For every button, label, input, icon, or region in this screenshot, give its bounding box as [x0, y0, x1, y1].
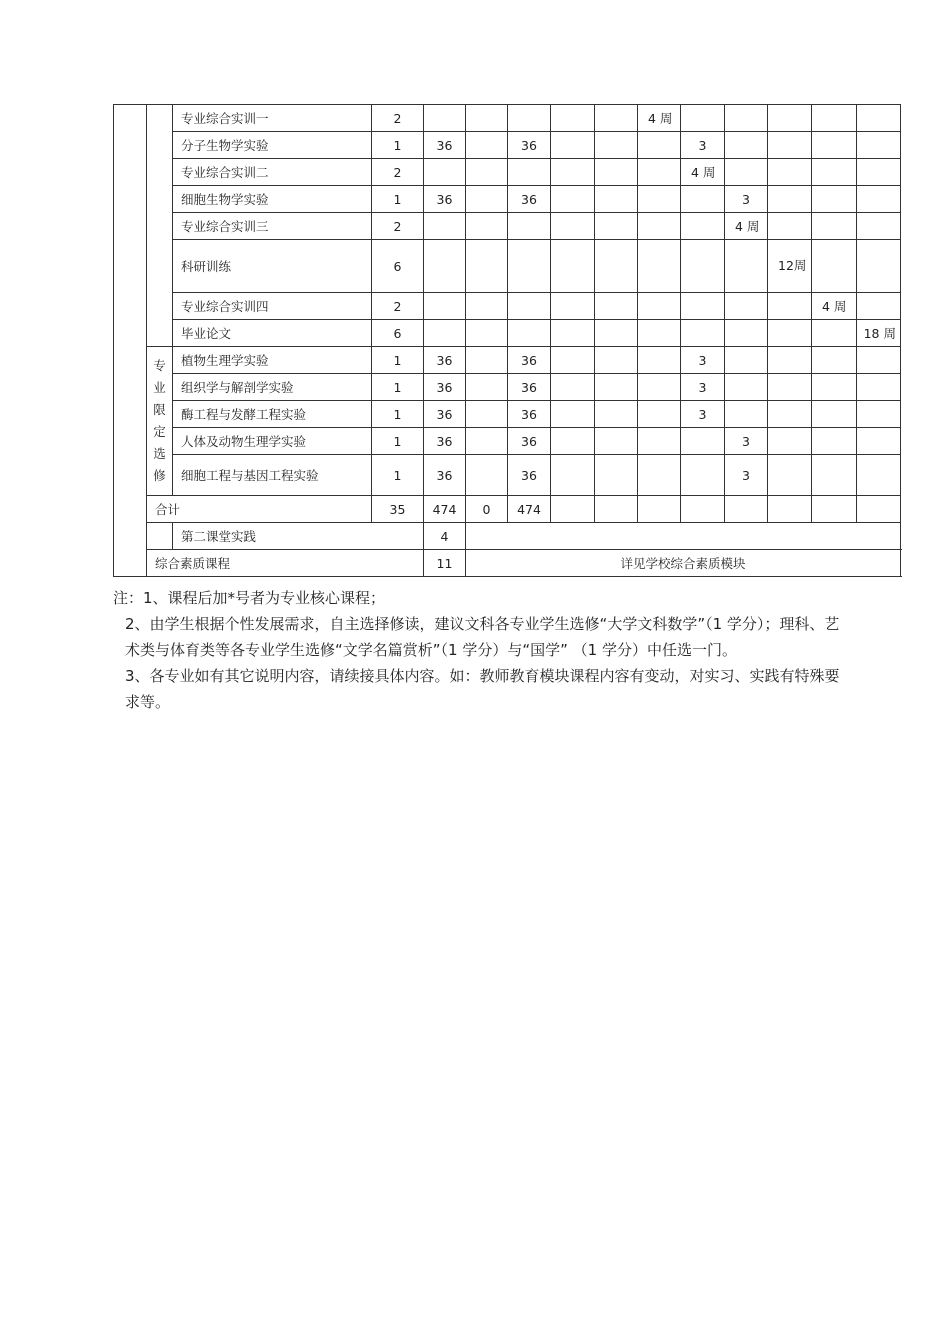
semester-5-cell: 3 — [681, 401, 725, 428]
note-1: 注：1、课程后加*号者为专业核心课程； — [113, 589, 386, 607]
curriculum-table — [113, 104, 901, 577]
total-hours-cell: 36 — [424, 401, 466, 428]
summary-credit: 35 — [372, 496, 424, 523]
semester-6-cell: 3 — [725, 186, 768, 213]
credit-cell: 2 — [372, 159, 424, 186]
course-name: 专业综合实训三 — [173, 213, 372, 240]
total-hours-cell: 36 — [424, 347, 466, 374]
course-name: 专业综合实训一 — [173, 105, 372, 132]
table-row — [114, 428, 901, 455]
practice-hours-cell: 36 — [508, 455, 551, 496]
table-row — [114, 213, 901, 240]
course-name: 专业综合实训二 — [173, 159, 372, 186]
practice-hours-cell: 36 — [508, 186, 551, 213]
quality-label: 综合素质课程 — [147, 550, 424, 577]
credit-cell: 1 — [372, 401, 424, 428]
semester-6-cell: 4 周 — [725, 213, 768, 240]
semester-7-cell: 12周 — [768, 240, 812, 293]
credit-cell: 1 — [372, 428, 424, 455]
note-2: 2、由学生根据个性发展需求，自主选择修读，建议文科各专业学生选修“大学文科数学”（1 学分）；理科、艺术类与体育类等各专业学生选修“文学名篇赏析”（1 学分）与“国学” （1 学分）中任选一门。 — [125, 615, 840, 659]
elective-label-text: 专 业 限 定 选 修 — [153, 358, 166, 483]
summary-label: 合计 — [147, 496, 372, 523]
credit-cell: 2 — [372, 213, 424, 240]
table-row — [114, 455, 901, 496]
practice-hours-cell: 36 — [508, 428, 551, 455]
semester-4-cell: 4 周 — [638, 105, 681, 132]
table-row — [114, 186, 901, 213]
semester-5-cell: 4 周 — [681, 159, 725, 186]
table-row — [114, 320, 901, 347]
total-hours-cell: 36 — [424, 186, 466, 213]
course-name: 人体及动物生理学实验 — [173, 428, 372, 455]
credit-cell: 2 — [372, 105, 424, 132]
note-3: 3、各专业如有其它说明内容，请续接具体内容。如：教师教育模块课程内容有变动，对实习、实践有特殊要求等。 — [125, 667, 840, 711]
semester-8-cell: 4 周 — [812, 293, 857, 320]
total-hours-cell: 36 — [424, 455, 466, 496]
table-row — [114, 347, 901, 374]
course-name: 组织学与解剖学实验 — [173, 374, 372, 401]
course-name: 酶工程与发酵工程实验 — [173, 401, 372, 428]
credit-cell: 6 — [372, 320, 424, 347]
semester-5-cell: 3 — [681, 347, 725, 374]
practice-hours-cell: 36 — [508, 374, 551, 401]
total-hours-cell: 36 — [424, 428, 466, 455]
elective-label — [147, 347, 173, 496]
table-row — [114, 240, 901, 293]
course-name: 科研训练 — [173, 240, 372, 293]
credit-cell: 1 — [372, 374, 424, 401]
module-cell — [114, 105, 147, 577]
credit-cell: 1 — [372, 347, 424, 374]
total-hours-cell: 36 — [424, 374, 466, 401]
second-classroom-label: 第二课堂实践 — [173, 523, 424, 550]
course-name: 植物生理学实验 — [173, 347, 372, 374]
summary-practice: 474 — [508, 496, 551, 523]
semester-6-cell: 3 — [725, 428, 768, 455]
table-row — [114, 159, 901, 186]
second-classroom-credit: 4 — [424, 523, 466, 550]
semester-9-cell: 18 周 — [857, 320, 901, 347]
category-cell — [147, 105, 173, 347]
credit-cell: 1 — [372, 132, 424, 159]
semester-6-cell: 3 — [725, 455, 768, 496]
table-row — [114, 132, 901, 159]
course-name: 毕业论文 — [173, 320, 372, 347]
table-row — [114, 293, 901, 320]
course-name: 细胞生物学实验 — [173, 186, 372, 213]
notes-section — [113, 585, 853, 715]
course-name: 分子生物学实验 — [173, 132, 372, 159]
summary-total: 474 — [424, 496, 466, 523]
practice-hours-cell: 36 — [508, 347, 551, 374]
total-hours-cell: 36 — [424, 132, 466, 159]
summary-row — [114, 496, 901, 523]
second-classroom-row — [114, 523, 901, 550]
quality-note: 详见学校综合素质模块 — [466, 550, 901, 577]
credit-cell: 1 — [372, 186, 424, 213]
semester-5-cell: 3 — [681, 374, 725, 401]
quality-row — [114, 550, 901, 577]
credit-cell: 6 — [372, 240, 424, 293]
semester-5-cell: 3 — [681, 132, 725, 159]
course-name: 细胞工程与基因工程实验 — [173, 455, 372, 496]
credit-cell: 1 — [372, 455, 424, 496]
summary-theory: 0 — [466, 496, 508, 523]
course-name: 专业综合实训四 — [173, 293, 372, 320]
practice-hours-cell: 36 — [508, 132, 551, 159]
table-row — [114, 374, 901, 401]
quality-credit: 11 — [424, 550, 466, 577]
table-row — [114, 401, 901, 428]
practice-hours-cell: 36 — [508, 401, 551, 428]
credit-cell: 2 — [372, 293, 424, 320]
table-row — [114, 105, 901, 132]
